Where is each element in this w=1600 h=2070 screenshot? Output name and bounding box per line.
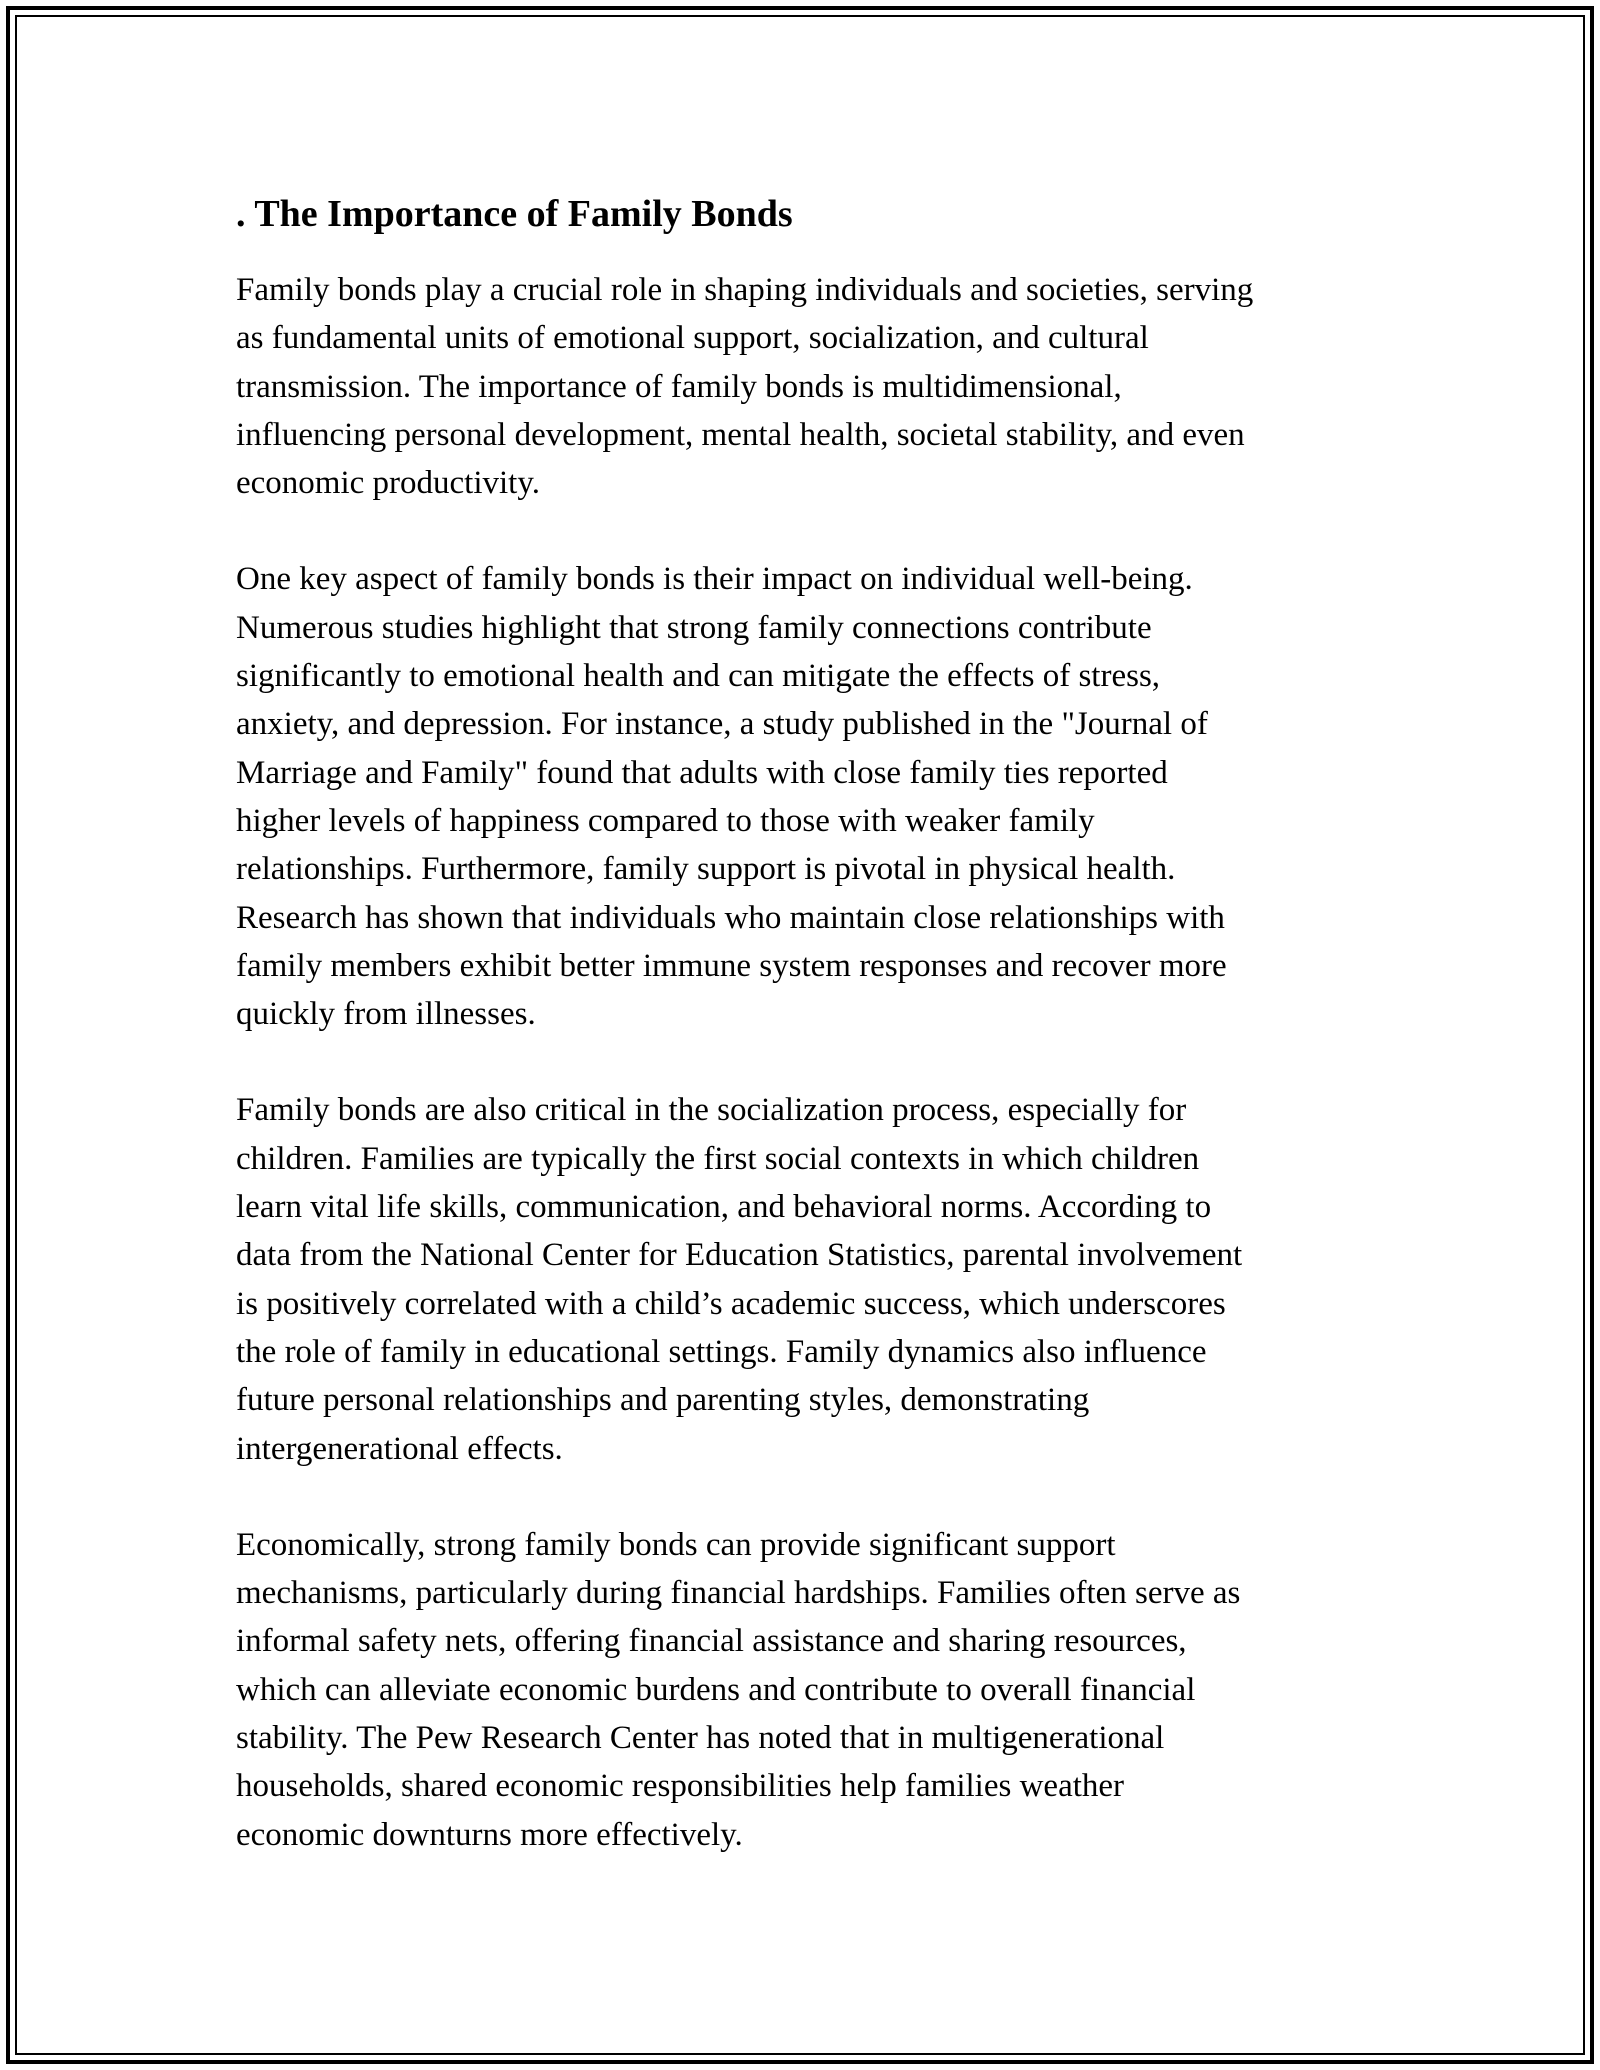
text-line: stability. The Pew Research Center has noted that in multigenerational — [236, 1720, 1165, 1757]
text-line: economic downturns more effectively. — [236, 1816, 743, 1853]
document-body — [236, 188, 1376, 1859]
text-line: future personal relationships and parenting styles, demonstrating — [236, 1382, 1090, 1419]
text-line: family members exhibit better immune system responses and recover more — [236, 947, 1227, 984]
text-line: Family bonds are also critical in the socialization process, especially for — [236, 1092, 1187, 1129]
text-line: transmission. The importance of family bonds is multidimensional, — [236, 368, 1122, 405]
text-line: quickly from illnesses. — [236, 996, 536, 1033]
text-line: Economically, strong family bonds can provide significant support — [236, 1526, 1116, 1563]
paragraph-1 — [236, 266, 1376, 507]
text-line: children. Families are typically the first social contexts in which children — [236, 1140, 1200, 1177]
text-line: mechanisms, particularly during financial hardships. Families often serve as — [236, 1575, 1241, 1612]
text-line: relationships. Furthermore, family support is pivotal in physical health. — [236, 851, 1176, 888]
text-line: economic productivity. — [236, 465, 540, 502]
text-line: Marriage and Family" found that adults with close family ties reported — [236, 754, 1168, 791]
text-line: significantly to emotional health and can mitigate the effects of stress, — [236, 658, 1161, 695]
text-line: households, shared economic responsibilities help families weather — [236, 1768, 1125, 1805]
paragraph-4 — [236, 1521, 1376, 1859]
text-line: informal safety nets, offering financial assistance and sharing resources, — [236, 1623, 1187, 1660]
text-line: higher levels of happiness compared to those with weaker family — [236, 802, 1095, 839]
paragraph-2 — [236, 555, 1376, 1038]
text-line: data from the National Center for Education Statistics, parental involvement — [236, 1237, 1243, 1274]
text-line: the role of family in educational settings. Family dynamics also influence — [236, 1333, 1207, 1370]
text-line: anxiety, and depression. For instance, a study published in the "Journal of — [236, 706, 1208, 743]
text-line: Numerous studies highlight that strong family connections contribute — [236, 609, 1152, 646]
text-line: learn vital life skills, communication, and behavioral norms. According to — [236, 1189, 1212, 1226]
document-title: . The Importance of Family Bonds — [236, 193, 793, 235]
text-line: One key aspect of family bonds is their impact on individual well-being. — [236, 561, 1193, 598]
text-line: as fundamental units of emotional support, socialization, and cultural — [236, 320, 1149, 357]
text-line: Family bonds play a crucial role in shaping individuals and societies, serving — [236, 272, 1254, 308]
text-line: influencing personal development, mental health, societal stability, and even — [236, 416, 1245, 453]
text-line: which can alleviate economic burdens and contribute to overall financial — [236, 1671, 1196, 1708]
text-line: intergenerational effects. — [236, 1430, 563, 1467]
text-line: Research has shown that individuals who maintain close relationships with — [236, 899, 1225, 936]
text-line: is positively correlated with a child’s academic success, which underscores — [236, 1285, 1226, 1322]
paragraph-3 — [236, 1086, 1376, 1472]
